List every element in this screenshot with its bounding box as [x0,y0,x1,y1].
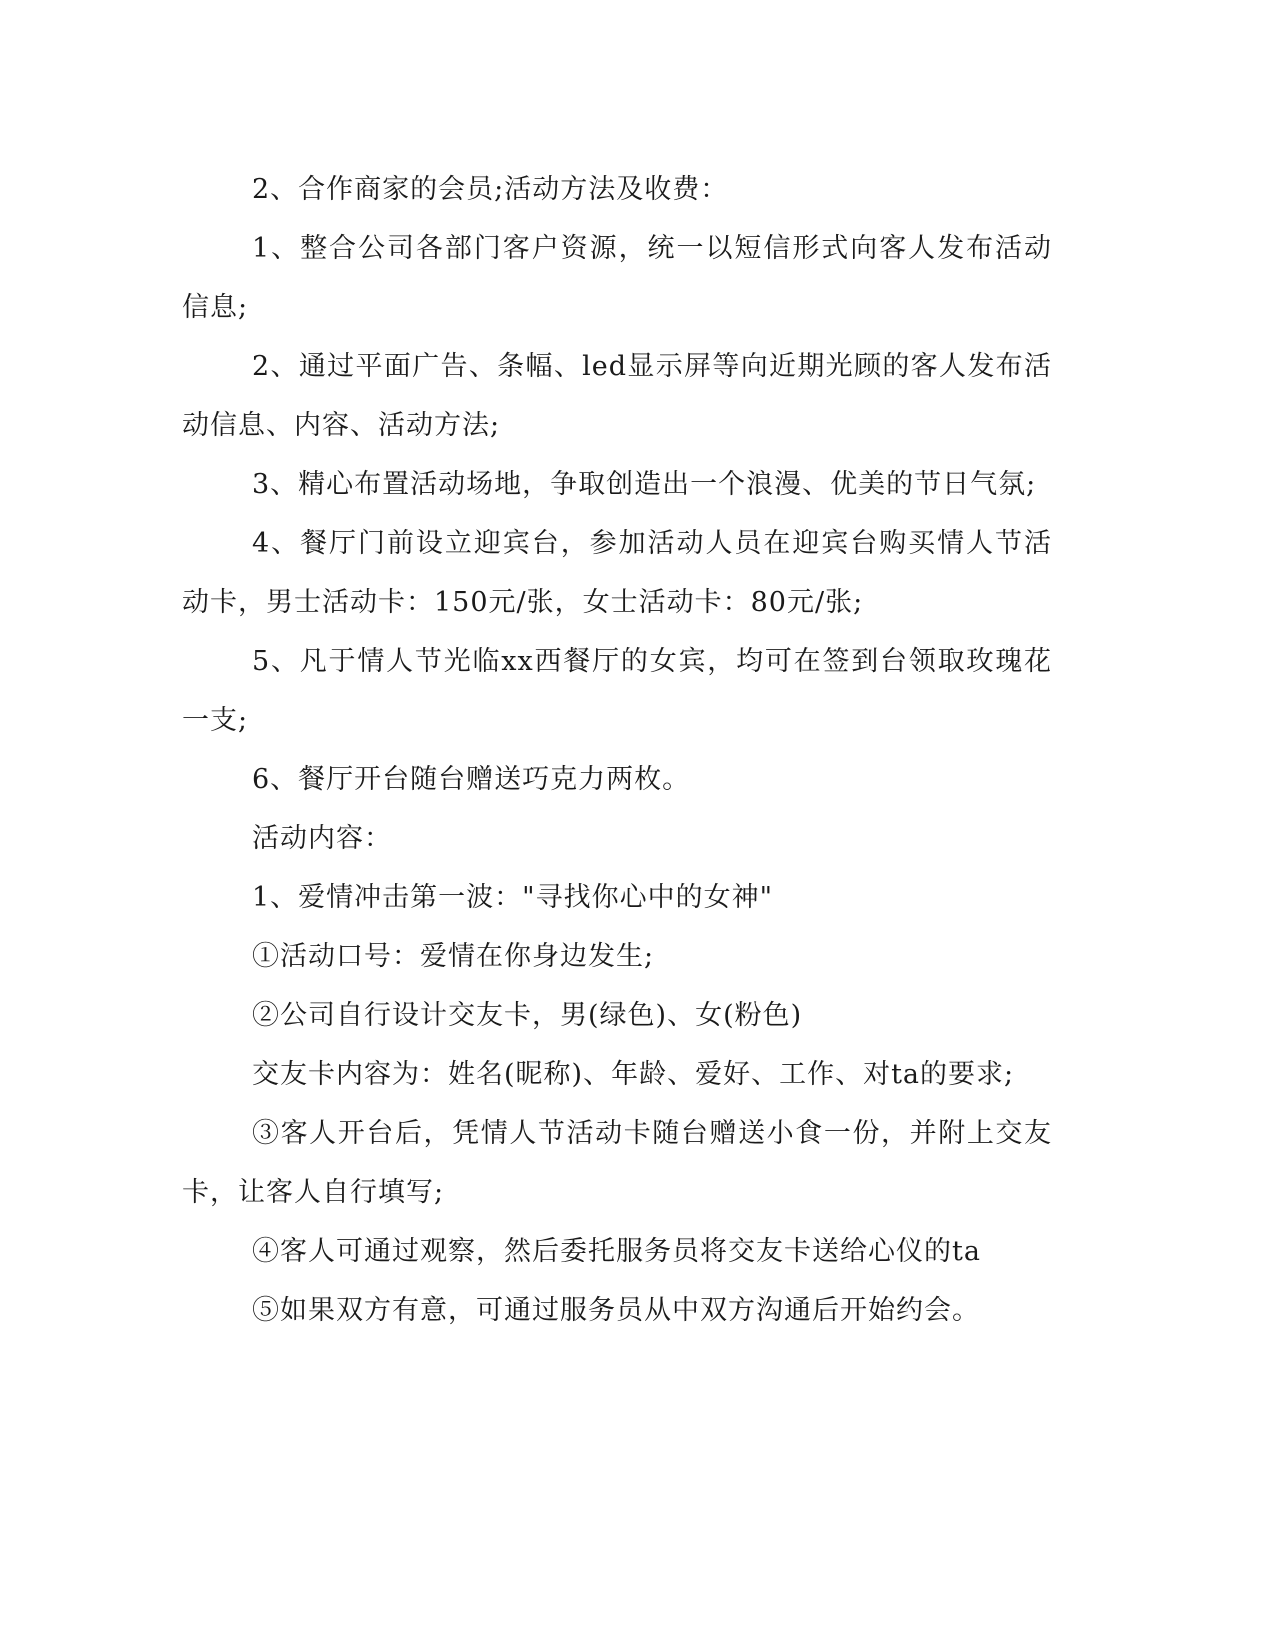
paragraph-activity-card: 4、餐厅门前设立迎宾台，参加活动人员在迎宾台购买情人节活动卡，男士活动卡：150元/张，女士活动卡：80元/张; [182,528,1052,618]
list-item-start-date: ⑤如果双方有意，可通过服务员从中双方沟通后开始约会。 [252,1295,980,1326]
paragraph-sms-release: 1、整合公司各部门客户资源，统一以短信形式向客人发布活动信息; [182,233,1052,323]
paragraph-members-fees: 2、合作商家的会员;活动方法及收费： [252,174,729,205]
paragraph-friend-card-content: 交友卡内容为：姓名(昵称)、年龄、爱好、工作、对ta的要求; [252,1059,1015,1090]
list-item-friend-card-design: ②公司自行设计交友卡，男(绿色)、女(粉色) [252,1000,803,1031]
paragraph-chocolate-gift: 6、餐厅开台随台赠送巧克力两枚。 [252,764,691,795]
paragraph-venue-setup: 3、精心布置活动场地，争取创造出一个浪漫、优美的节日气氛; [252,469,1037,500]
paragraph-ads-release: 2、通过平面广告、条幅、led显示屏等向近期光顾的客人发布活动信息、内容、活动方法; [182,351,1052,441]
paragraph-rose-gift: 5、凡于情人节光临xx西餐厅的女宾，均可在签到台领取玫瑰花一支; [182,646,1052,736]
list-item-snack-gift: ③客人开台后，凭情人节活动卡随台赠送小食一份，并附上交友卡，让客人自行填写; [182,1118,1052,1208]
paragraph-wave-one: 1、爱情冲击第一波："寻找你心中的女神" [252,882,774,913]
list-item-observe-deliver: ④客人可通过观察，然后委托服务员将交友卡送给心仪的ta [252,1236,981,1267]
list-item-slogan: ①活动口号：爱情在你身边发生; [252,941,655,972]
section-heading-activity-content: 活动内容： [252,823,392,854]
document-body [182,160,1052,1340]
